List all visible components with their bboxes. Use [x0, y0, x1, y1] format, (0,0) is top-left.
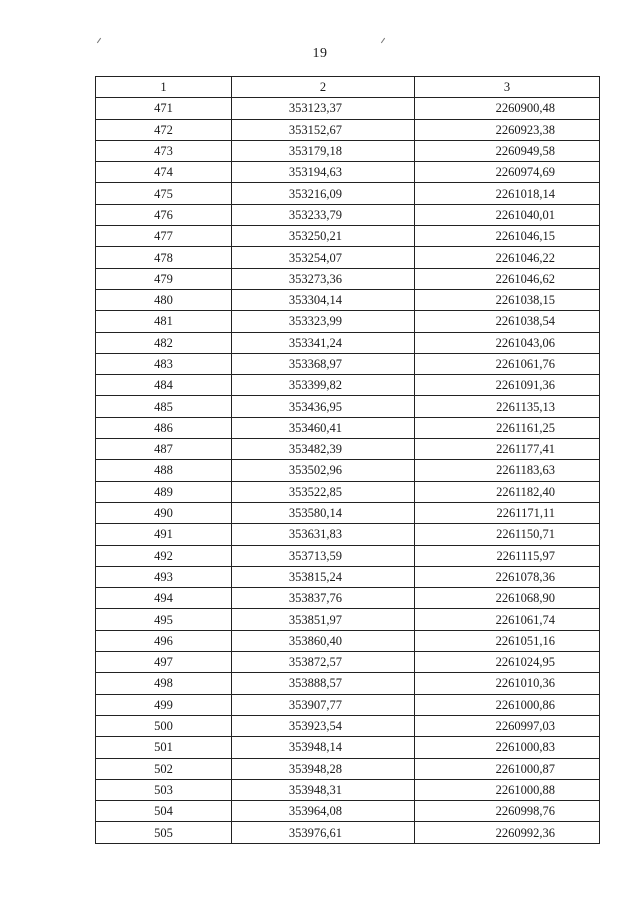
cell-point-number: 485 — [96, 396, 232, 417]
cell-y-coordinate: 2261068,90 — [415, 588, 600, 609]
cell-x-coordinate: 353273,36 — [232, 268, 415, 289]
cell-point-number: 476 — [96, 204, 232, 225]
cell-y-coordinate: 2261000,86 — [415, 694, 600, 715]
table-row — [96, 353, 600, 374]
table-row — [96, 98, 600, 119]
cell-point-number: 497 — [96, 652, 232, 673]
cell-y-coordinate: 2261046,15 — [415, 226, 600, 247]
cell-y-coordinate: 2261091,36 — [415, 375, 600, 396]
table-row — [96, 460, 600, 481]
cell-x-coordinate: 353860,40 — [232, 630, 415, 651]
table-row — [96, 545, 600, 566]
table-row — [96, 204, 600, 225]
cell-y-coordinate: 2261000,83 — [415, 737, 600, 758]
cell-x-coordinate: 353250,21 — [232, 226, 415, 247]
cell-point-number: 487 — [96, 439, 232, 460]
table-header-row — [96, 77, 600, 98]
cell-y-coordinate: 2261115,97 — [415, 545, 600, 566]
cell-y-coordinate: 2261038,15 — [415, 289, 600, 310]
cell-y-coordinate: 2261183,63 — [415, 460, 600, 481]
page-number: 19 — [312, 46, 328, 61]
cell-x-coordinate: 353460,41 — [232, 417, 415, 438]
cell-x-coordinate: 353837,76 — [232, 588, 415, 609]
table-row — [96, 502, 600, 523]
cell-y-coordinate: 2260974,69 — [415, 162, 600, 183]
cell-y-coordinate: 2261043,06 — [415, 332, 600, 353]
cell-x-coordinate: 353888,57 — [232, 673, 415, 694]
cell-point-number: 473 — [96, 140, 232, 161]
cell-y-coordinate: 2260900,48 — [415, 98, 600, 119]
table-row — [96, 609, 600, 630]
cell-x-coordinate: 353179,18 — [232, 140, 415, 161]
table-row — [96, 332, 600, 353]
table-row — [96, 758, 600, 779]
cell-y-coordinate: 2261171,11 — [415, 502, 600, 523]
cell-x-coordinate: 353976,61 — [232, 822, 415, 843]
table-row — [96, 481, 600, 502]
cell-x-coordinate: 353907,77 — [232, 694, 415, 715]
table-row — [96, 630, 600, 651]
cell-point-number: 491 — [96, 524, 232, 545]
table-row — [96, 439, 600, 460]
cell-x-coordinate: 353436,95 — [232, 396, 415, 417]
table-row — [96, 588, 600, 609]
table-row — [96, 140, 600, 161]
cell-x-coordinate: 353152,67 — [232, 119, 415, 140]
cell-point-number: 493 — [96, 566, 232, 587]
cell-point-number: 502 — [96, 758, 232, 779]
column-header-number: 1 — [96, 77, 232, 98]
cell-x-coordinate: 353713,59 — [232, 545, 415, 566]
cell-x-coordinate: 353123,37 — [232, 98, 415, 119]
cell-point-number: 488 — [96, 460, 232, 481]
cell-y-coordinate: 2261061,74 — [415, 609, 600, 630]
cell-y-coordinate: 2260998,76 — [415, 801, 600, 822]
table-row — [96, 268, 600, 289]
cell-y-coordinate: 2261182,40 — [415, 481, 600, 502]
cell-x-coordinate: 353948,14 — [232, 737, 415, 758]
cell-x-coordinate: 353923,54 — [232, 715, 415, 736]
table-row — [96, 715, 600, 736]
table-row — [96, 226, 600, 247]
cell-point-number: 503 — [96, 779, 232, 800]
cell-point-number: 500 — [96, 715, 232, 736]
cell-point-number: 504 — [96, 801, 232, 822]
scan-artifact-mark — [97, 38, 101, 43]
cell-y-coordinate: 2261010,36 — [415, 673, 600, 694]
cell-x-coordinate: 353872,57 — [232, 652, 415, 673]
table-row — [96, 311, 600, 332]
cell-y-coordinate: 2260923,38 — [415, 119, 600, 140]
cell-x-coordinate: 353194,63 — [232, 162, 415, 183]
cell-point-number: 495 — [96, 609, 232, 630]
cell-point-number: 474 — [96, 162, 232, 183]
cell-point-number: 483 — [96, 353, 232, 374]
table-row — [96, 779, 600, 800]
cell-y-coordinate: 2261135,13 — [415, 396, 600, 417]
table-row — [96, 652, 600, 673]
cell-y-coordinate: 2261177,41 — [415, 439, 600, 460]
cell-y-coordinate: 2261161,25 — [415, 417, 600, 438]
cell-x-coordinate: 353216,09 — [232, 183, 415, 204]
column-header-y: 3 — [415, 77, 600, 98]
cell-y-coordinate: 2261150,71 — [415, 524, 600, 545]
table-row — [96, 524, 600, 545]
table-row — [96, 375, 600, 396]
cell-point-number: 505 — [96, 822, 232, 843]
cell-x-coordinate: 353522,85 — [232, 481, 415, 502]
table-row — [96, 247, 600, 268]
cell-point-number: 496 — [96, 630, 232, 651]
cell-y-coordinate: 2261000,88 — [415, 779, 600, 800]
cell-x-coordinate: 353304,14 — [232, 289, 415, 310]
cell-point-number: 498 — [96, 673, 232, 694]
cell-y-coordinate: 2261078,36 — [415, 566, 600, 587]
cell-point-number: 481 — [96, 311, 232, 332]
cell-x-coordinate: 353851,97 — [232, 609, 415, 630]
cell-point-number: 490 — [96, 502, 232, 523]
table-row — [96, 417, 600, 438]
cell-point-number: 482 — [96, 332, 232, 353]
cell-x-coordinate: 353948,28 — [232, 758, 415, 779]
cell-point-number: 480 — [96, 289, 232, 310]
cell-point-number: 478 — [96, 247, 232, 268]
cell-point-number: 486 — [96, 417, 232, 438]
column-header-x: 2 — [232, 77, 415, 98]
cell-x-coordinate: 353341,24 — [232, 332, 415, 353]
cell-point-number: 472 — [96, 119, 232, 140]
coordinates-table — [95, 76, 600, 844]
cell-point-number: 484 — [96, 375, 232, 396]
cell-y-coordinate: 2260949,58 — [415, 140, 600, 161]
cell-x-coordinate: 353254,07 — [232, 247, 415, 268]
cell-y-coordinate: 2261038,54 — [415, 311, 600, 332]
cell-x-coordinate: 353482,39 — [232, 439, 415, 460]
table-row — [96, 119, 600, 140]
cell-x-coordinate: 353368,97 — [232, 353, 415, 374]
table-row — [96, 694, 600, 715]
scan-artifact-mark — [381, 38, 385, 43]
cell-x-coordinate: 353399,82 — [232, 375, 415, 396]
cell-point-number: 477 — [96, 226, 232, 247]
table-row — [96, 396, 600, 417]
table-row — [96, 289, 600, 310]
cell-y-coordinate: 2261018,14 — [415, 183, 600, 204]
cell-point-number: 489 — [96, 481, 232, 502]
table-row — [96, 673, 600, 694]
cell-point-number: 475 — [96, 183, 232, 204]
cell-x-coordinate: 353815,24 — [232, 566, 415, 587]
cell-point-number: 479 — [96, 268, 232, 289]
table-row — [96, 162, 600, 183]
cell-x-coordinate: 353502,96 — [232, 460, 415, 481]
table-row — [96, 183, 600, 204]
table-row — [96, 822, 600, 843]
cell-y-coordinate: 2261046,22 — [415, 247, 600, 268]
table-row — [96, 566, 600, 587]
cell-y-coordinate: 2261046,62 — [415, 268, 600, 289]
cell-y-coordinate: 2260992,36 — [415, 822, 600, 843]
cell-y-coordinate: 2261000,87 — [415, 758, 600, 779]
cell-y-coordinate: 2261024,95 — [415, 652, 600, 673]
cell-y-coordinate: 2261051,16 — [415, 630, 600, 651]
cell-point-number: 471 — [96, 98, 232, 119]
cell-point-number: 501 — [96, 737, 232, 758]
cell-point-number: 499 — [96, 694, 232, 715]
cell-y-coordinate: 2260997,03 — [415, 715, 600, 736]
cell-x-coordinate: 353948,31 — [232, 779, 415, 800]
table-body — [96, 98, 600, 843]
table-row — [96, 801, 600, 822]
cell-point-number: 494 — [96, 588, 232, 609]
cell-x-coordinate: 353580,14 — [232, 502, 415, 523]
cell-point-number: 492 — [96, 545, 232, 566]
cell-x-coordinate: 353323,99 — [232, 311, 415, 332]
table-row — [96, 737, 600, 758]
cell-x-coordinate: 353233,79 — [232, 204, 415, 225]
cell-y-coordinate: 2261040,01 — [415, 204, 600, 225]
cell-y-coordinate: 2261061,76 — [415, 353, 600, 374]
cell-x-coordinate: 353631,83 — [232, 524, 415, 545]
cell-x-coordinate: 353964,08 — [232, 801, 415, 822]
